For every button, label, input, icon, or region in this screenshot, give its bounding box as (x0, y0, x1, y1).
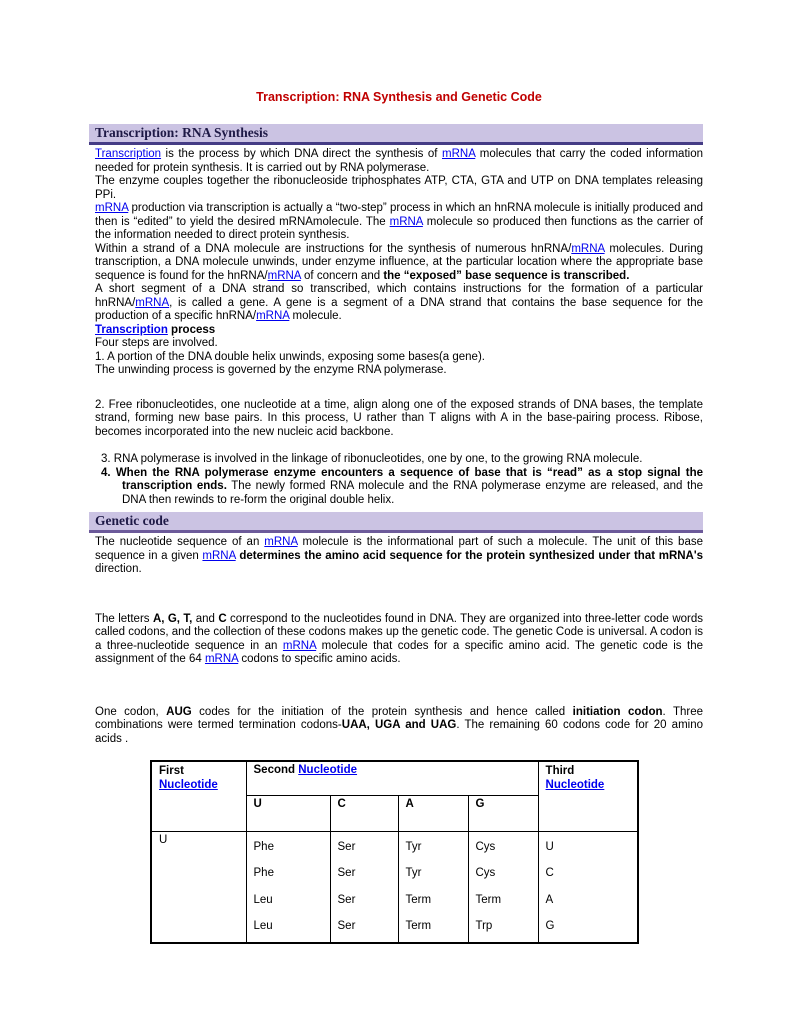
inline-link[interactable]: mRNA (256, 310, 290, 322)
text-segment: 2. Free ribonucleotides, one nucleotide at a time, align along one of the exposed strands of DNA bases, the template strand, forming new base pairs. In this process, U rather than T aligns with A in the base-pairing process. Ribose, becomes incorporated into the new nucleic acid backbone. (95, 398, 703, 438)
text-segment: determines the amino acid sequence for the protein synthesized under that mRNA's (239, 549, 703, 562)
text-segment: molecule. (289, 310, 342, 322)
header-third-label: Third (545, 765, 575, 777)
table-cell-line: Term (405, 893, 432, 906)
text-segment: , is called a gene. A gene is a segment of a DNA strand that contains the base sequence for the production of a specific hnRNA/ (95, 296, 703, 322)
text-segment: A short segment of a DNA strand so transcribed, which contains instructions for the formation of a particular hnRNA/ (95, 283, 703, 309)
text-segment: 1. A portion of the DNA double helix unwinds, exposing some bases(a gene). (95, 350, 485, 363)
paragraph-nucleotide-sequence (95, 536, 703, 577)
subheader-u: U (246, 795, 330, 831)
text-segment: codons to specific amino acids. (238, 653, 401, 665)
table-cell-line: Leu (253, 920, 273, 932)
table-cell-line: Cys (475, 867, 496, 879)
codon-table-wrapper (150, 760, 703, 944)
list-item-1 (95, 351, 703, 365)
table-cell-line: U (545, 840, 554, 853)
subheader-c: C (330, 795, 398, 831)
cell-second-u (246, 831, 330, 943)
codon-table (150, 760, 639, 944)
table-cell-line: Ser (337, 840, 356, 853)
subheader-g: G (468, 795, 538, 831)
inline-link[interactable]: mRNA (282, 639, 317, 652)
text-segment: The nucleotide sequence of an (95, 536, 265, 548)
nucleotide-link[interactable]: Nucleotide (298, 764, 358, 776)
text-segment: of concern and (300, 269, 384, 282)
text-segment: The enzyme couples together the ribonucleoside triphosphates ATP, CTA, GTA and UTP on DNA templates releasing PPi. (95, 175, 703, 201)
text-segment: AUG (166, 705, 192, 718)
table-cell-line: C (545, 867, 554, 879)
section-heading-text: Transcription: RNA Synthesis (95, 125, 269, 140)
text-segment: C (218, 612, 227, 625)
text-segment: molecule is the informational part of such a molecule. The unit of this base sequence in a given (95, 536, 703, 562)
text-segment: The newly formed RNA molecule and the RNA polymerase enzyme are released, and the DNA then rewinds to re-form the original double helix. (122, 480, 703, 506)
table-cell-line: Term (405, 920, 432, 932)
document-title: Transcription: RNA Synthesis and Genetic Code (256, 90, 542, 104)
table-cell-line: A (545, 893, 554, 906)
cell-second-g (468, 831, 538, 943)
header-third-nucleotide (538, 761, 638, 831)
list-item-4 (101, 467, 703, 508)
table-cell-line: Term (475, 893, 502, 906)
table-cell-line: Phe (253, 867, 274, 879)
text-segment: initiation codon (572, 705, 663, 718)
section-heading-text: Genetic code (95, 513, 169, 528)
paragraph-unwinding (95, 364, 703, 378)
inline-link[interactable]: mRNA (202, 549, 236, 562)
inline-link[interactable]: mRNA (204, 653, 239, 665)
table-cell-line: Ser (337, 920, 356, 932)
text-segment: molecules. During transcription, a DNA molecule unwinds, under enzyme influence, at the particular location where the appropriate base sequence is found for the hnRNA/ (95, 242, 703, 282)
text-segment: . The remaining 60 codons code for 20 amino acids . (95, 719, 703, 745)
text-segment: . Three combinations were termed termination codons- (95, 705, 703, 731)
table-cell-line: Phe (253, 840, 274, 853)
header-second-label: Second (253, 764, 296, 776)
text-segment: the “exposed” base sequence is transcribed. (383, 269, 630, 282)
inline-link[interactable]: Transcription (95, 148, 162, 160)
inline-link[interactable]: Transcription (95, 323, 168, 336)
text-segment: A, G, T, (152, 612, 193, 625)
inline-link[interactable]: mRNA (442, 148, 476, 160)
cell-third-nucleotide (538, 831, 638, 943)
paragraph-two-step-process (95, 202, 703, 243)
paragraph-four-steps (95, 337, 703, 351)
paragraph-short-segment (95, 283, 703, 324)
text-segment: and (192, 612, 219, 625)
text-segment: direction. (95, 563, 142, 575)
cell-second-a (398, 831, 468, 943)
inline-link[interactable]: mRNA (264, 536, 298, 548)
list-item-3 (101, 453, 703, 467)
text-segment: production via transcription is actually a “two-step” process in which an hnRNA molecule is initially produced and then is “edited” to yield the desired mRNAmolecule. The (95, 202, 703, 228)
section-header-genetic-code (89, 512, 703, 533)
table-cell-line: Tyr (405, 867, 422, 879)
inline-link[interactable]: mRNA (267, 269, 301, 282)
text-segment: 4. When the RNA polymerase enzyme encounters a sequence of base that is “read” as a stop signal the transcription ends. (101, 466, 703, 492)
text-segment: One codon, (95, 705, 167, 718)
header-first-nucleotide (151, 761, 246, 831)
text-segment: 3. RNA polymerase is involved in the linkage of ribonucleotides, one by one, to the growing RNA molecule. (101, 453, 643, 465)
text-segment: The unwinding process is governed by the enzyme RNA polymerase. (95, 364, 447, 376)
inline-link[interactable]: mRNA (571, 242, 605, 255)
table-cell-line: Trp (475, 920, 493, 932)
subheader-a: A (398, 795, 468, 831)
paragraph-one-codon (95, 706, 703, 747)
text-segment: UAA, UGA and UAG (341, 719, 457, 731)
text-segment: Within a strand of a DNA molecule are instructions for the synthesis of numerous hnRNA/ (95, 242, 572, 255)
table-cell-line: G (545, 920, 555, 932)
paragraph-letters-agtc (95, 613, 703, 667)
text-segment: molecule that codes for a specific amino acid. The genetic code is the assignment of the 64 (95, 639, 703, 665)
cell-second-c (330, 831, 398, 943)
paragraph-enzyme-couples (95, 175, 703, 202)
table-cell-line: Ser (337, 893, 356, 906)
subheading-transcription-process (95, 324, 703, 338)
text-segment: Four steps are involved. (95, 337, 218, 349)
text-segment: The letters (95, 612, 153, 625)
paragraph-within-strand (95, 243, 703, 284)
nucleotide-link[interactable]: Nucleotide (545, 779, 605, 791)
text-segment: correspond to the nucleotides found in DNA. They are organized into three-letter code words called codons, and the collection of these codons makes up the genetic code. The genetic Code is universal. A codon is a three-nucleotide sequence in an (95, 612, 703, 652)
nucleotide-link[interactable]: Nucleotide (159, 779, 218, 791)
text-segment: molecules that carry the coded information needed for protein synthesis. It is carried out by RNA polymerase. (95, 148, 703, 174)
inline-link[interactable]: mRNA (95, 202, 129, 214)
list-item-2 (95, 399, 703, 440)
text-segment: process (167, 323, 216, 336)
text-segment: molecule so produced then functions as the carrier of the information needed to direct protein synthesis. (95, 215, 703, 241)
text-segment: codes for the initiation of the protein synthesis and hence called (191, 705, 573, 718)
table-cell-line: Cys (475, 840, 496, 853)
table-cell-line: Ser (337, 867, 356, 879)
cell-first-nucleotide-u: U (151, 831, 246, 943)
header-second-nucleotide (246, 761, 538, 795)
table-cell-line: Tyr (405, 840, 422, 853)
inline-link[interactable]: mRNA (389, 215, 423, 228)
inline-link[interactable]: mRNA (135, 296, 170, 309)
table-cell-line: Leu (253, 893, 273, 906)
paragraph-transcription-intro (95, 148, 703, 175)
section-header-transcription (89, 124, 703, 145)
text-segment: is the process by which DNA direct the synthesis of (161, 148, 442, 160)
header-first-label: First (159, 765, 184, 777)
